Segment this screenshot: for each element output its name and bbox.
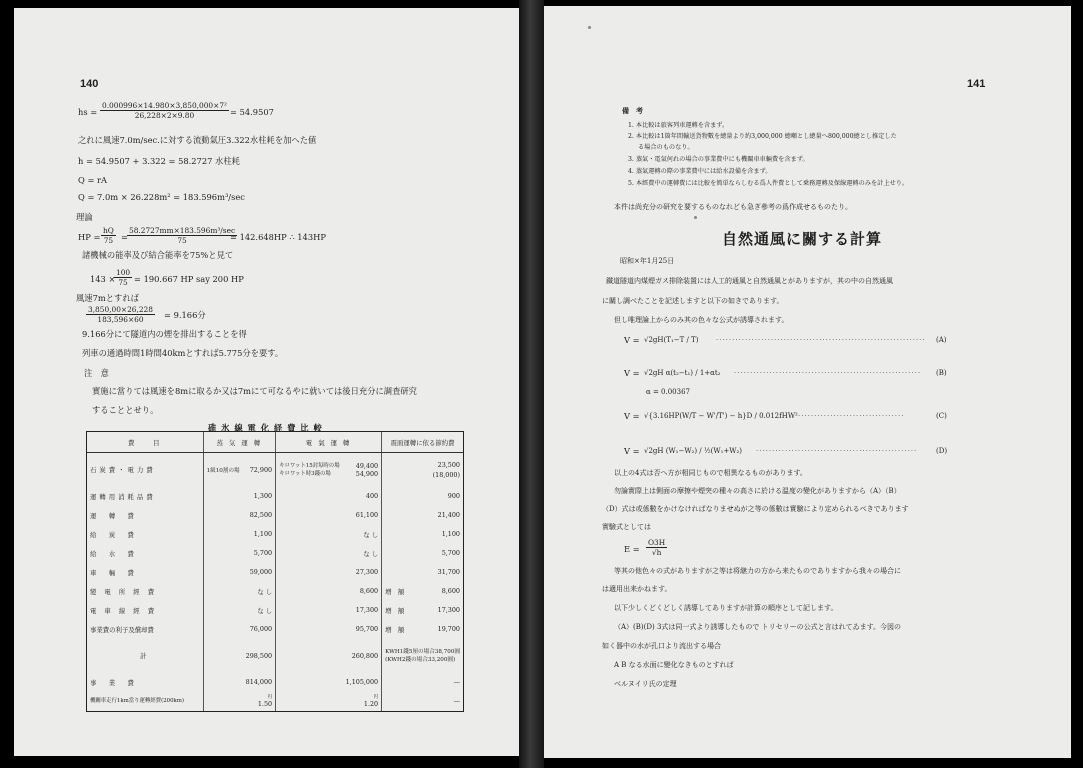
eq-hs-fraction <box>100 101 229 120</box>
note-head: 注 意 <box>84 368 109 378</box>
row-unit: 円 <box>373 695 379 700</box>
row-item: 變 電 所 經 費 <box>90 587 158 596</box>
row-item: 運 轉 費 <box>90 511 137 520</box>
table-row <box>87 673 463 692</box>
para4-line3: 實驗式としては <box>602 523 651 531</box>
row-item: 事 業 費 <box>90 678 137 687</box>
line-motor: 諸機械の能率及び結合能率を75%と見て <box>82 250 234 260</box>
eq-q2: Q = 7.0m × 26.228m² = 183.596m³/sec <box>78 192 245 202</box>
formula-d-dots: ·················································· <box>756 447 918 455</box>
left-page <box>14 8 519 756</box>
eq-hp-n1: hQ <box>103 226 114 235</box>
row-mark: 増 額 <box>382 582 417 601</box>
formula-b-lhs: V = <box>624 368 640 378</box>
formula-a-body: √2gH(T₁−T / T) <box>644 336 699 344</box>
row-elec-note-1: キロワット15封毎時の場 <box>279 462 340 469</box>
eq-hp-lhs: HP = <box>78 232 101 242</box>
row-item: 計 <box>140 652 150 660</box>
eq-hp-d2: 75 <box>177 236 187 245</box>
row-item: 運轉用消耗品費 <box>90 492 156 501</box>
table-row <box>87 506 463 525</box>
row-item: 給 炭 費 <box>90 530 137 539</box>
eq-hp-fraction-1 <box>101 226 116 245</box>
row-save: 8,600 <box>441 587 460 595</box>
row-save: — <box>453 697 460 705</box>
table-row <box>87 639 463 673</box>
table-row <box>87 453 463 487</box>
th-steam: 蒸 気 運 轉 <box>203 432 276 453</box>
eq-hp-d1: 75 <box>103 236 114 245</box>
para7-line2: 如く器中の水が孔口より流出する場合 <box>602 642 721 650</box>
row-steam: な し <box>257 587 273 596</box>
eq-time-result: = 9.166分 <box>164 310 206 320</box>
row-elec-note-2: キロワット時3錢の場 <box>279 470 331 477</box>
formula-e-fraction <box>646 538 667 557</box>
row-save-values <box>417 453 463 487</box>
row-elec: 27,300 <box>355 568 379 576</box>
row-save: 21,400 <box>437 511 460 519</box>
row-steam: 1,300 <box>253 492 273 500</box>
eq-time-fraction <box>86 305 155 324</box>
row-elec: 8,600 <box>359 587 379 595</box>
note-line1: 實施に當りては風速を8mに取るか又は7mにて可なるやに就いては後日充分に調査研究 <box>92 386 417 396</box>
table-row <box>87 544 463 563</box>
row-steam: 82,500 <box>249 511 273 519</box>
table-row <box>87 582 463 601</box>
row-steam: 76,000 <box>249 625 273 633</box>
table-row <box>87 601 463 620</box>
formula-d-body: √2gH (W₁−W₂) / ½(W₁+W₂) <box>644 447 742 455</box>
formula-e-den: √h <box>651 548 662 557</box>
row-steam: 59,000 <box>249 568 273 576</box>
remark-5: 5. 本經費中の運轉費には比較を簡単ならしむる爲人件費として乗務運轉及保線運轉のみを計上せり。 <box>628 180 909 187</box>
formula-b-dots: ·························································· <box>734 369 922 377</box>
row-steam: な し <box>257 606 273 615</box>
row-elec-cell <box>343 692 382 711</box>
table-row <box>87 692 463 711</box>
para5-line1: 等其の他色々の式がありますが之等は将継力の方から来たものでありますから我々の場合に <box>614 567 901 575</box>
para6: 以下少しくどくどしく誘導してありますが計算の順序として記します。 <box>614 604 838 612</box>
cost-comparison-table <box>86 431 464 712</box>
row-save-1: KWH1錢5厘の場合38,700圓 <box>385 648 460 655</box>
table-row <box>87 525 463 544</box>
note-line2: することとせり。 <box>92 405 159 415</box>
formula-a-lhs: V = <box>624 335 640 345</box>
row-elec: 400 <box>365 492 379 500</box>
row-elec: な し <box>363 530 379 539</box>
row-save: 1,100 <box>441 530 460 538</box>
remark-2-cont: る場合のものなり。 <box>638 144 694 151</box>
eq-hs-numerator: 0.000996×14.980×3,850,000×7² <box>102 101 227 110</box>
eq-motor-result: = 190.667 HP say 200 HP <box>134 274 244 284</box>
row-item: 給 水 費 <box>90 549 137 558</box>
row-save: — <box>453 678 460 686</box>
scan-speck <box>694 216 697 219</box>
row-steam: 5,700 <box>253 549 273 557</box>
section-theory: 理論 <box>76 212 93 222</box>
table-title: 碓 氷 線 電 化 経 費 比 較 <box>208 423 323 433</box>
eq-hs-lhs: hs = <box>78 107 98 117</box>
formula-e-lhs: E = <box>624 544 640 554</box>
eq-motor-den: 75 <box>118 278 128 287</box>
table-row <box>87 620 463 639</box>
th-electric: 電 氣 運 轉 <box>276 432 382 453</box>
row-save-values <box>382 639 463 673</box>
row-save: 19,700 <box>437 625 460 633</box>
row-steam: 298,500 <box>245 651 273 660</box>
formula-d-lhs: V = <box>624 446 640 456</box>
para2: 但し唯理論上からのみ其の色々な公式が誘導されます。 <box>614 316 789 324</box>
row-elec: な し <box>363 549 379 558</box>
para4-line2: （D）式は或係數をかけなければなりませぬが之等の係數は實驗により定められるべきであります <box>602 505 909 513</box>
row-save-1: 23,500 <box>437 460 460 469</box>
row-elec-notes <box>276 453 343 487</box>
line-time1: 9.166分にて隧道内の煙を排出することを得 <box>82 329 247 339</box>
formula-b-label: (B) <box>936 369 947 377</box>
formula-d-label: (D) <box>936 447 948 455</box>
page-number-right: 141 <box>967 78 986 90</box>
row-steam: 814,000 <box>245 678 273 686</box>
row-elec-2: 54,900 <box>355 469 379 478</box>
para9: ベルヌイリ氏の定理 <box>614 680 677 688</box>
row-steam-note: 1級10割の場 <box>203 453 243 487</box>
row-elec: 260,800 <box>351 651 379 660</box>
formula-b-body: √2gH α(t₂−t₁) / 1+αt₂ <box>644 369 721 377</box>
eq-motor-fraction <box>114 268 132 287</box>
row-steam: 1,100 <box>253 530 273 538</box>
row-elec-values <box>343 453 382 487</box>
eq-hp-mid: = <box>121 232 128 242</box>
formula-c-body: √{3.16HP(W/T − W'/T') − h}D / 0.012fHW² <box>644 412 798 420</box>
table-row <box>87 563 463 582</box>
scan-speck <box>588 26 591 29</box>
row-elec: 61,100 <box>355 511 379 519</box>
row-save-2: (18,000) <box>432 470 460 479</box>
line-velocity: 之れに風速7.0m/sec.に対する流動氣圧3.322水柱耗を加へた値 <box>78 135 317 145</box>
date-line: 昭和×年1月25日 <box>620 257 675 265</box>
para4-line1: 勿論實際上は側面の摩擦や煙突の種々の高さに於ける温度の變化がありますから（A）（B） <box>614 487 901 495</box>
formula-c-lhs: V = <box>624 411 640 421</box>
row-steam: 1.50 <box>257 700 273 708</box>
row-save-2: (KWH2錢の場合33,200圓) <box>385 656 456 663</box>
row-steam-cell <box>243 692 276 711</box>
section-title: 自然通風に關する計算 <box>722 230 883 248</box>
eq-motor-num: 100 <box>116 268 131 277</box>
eq-hp-result: = 142.648HP ∴ 143HP <box>230 232 326 242</box>
row-elec: 95,700 <box>355 625 379 633</box>
row-elec: 17,300 <box>355 606 379 614</box>
eq-time-den: 183,596×60 <box>97 315 144 324</box>
row-save: 17,300 <box>437 606 460 614</box>
row-item: 事業費の利子及償却費 <box>90 625 154 634</box>
remark-2: 2. 本比較は1箇年間輸送貨物數を總量より約3,000,000 總噸とし總量へ800,000總とし推定した <box>628 133 897 140</box>
row-elec: 1,105,000 <box>345 678 379 686</box>
row-elec-1: 49,400 <box>355 461 379 470</box>
formula-c-dots: ································· <box>798 412 905 420</box>
formula-a-label: (A) <box>936 336 947 344</box>
row-item: 電 車 線 經 費 <box>90 606 158 615</box>
para1-line1: 鐵道隧道内煤煙ガス排除装置には人工的通風と自然通風とがありますが，其の中の自然通風 <box>606 277 893 285</box>
row-item: 車 輛 費 <box>90 568 137 577</box>
eq-hs-result: = 54.9507 <box>230 107 274 117</box>
para5-line2: は適用出来かねます。 <box>602 585 672 593</box>
eq-motor-lhs: 143 × <box>90 274 116 284</box>
eq-q1: Q = rA <box>78 175 107 185</box>
para1-line2: に關し調べたことを記述しますと以下の如きであります。 <box>602 297 784 305</box>
row-mark: 増 額 <box>382 620 417 639</box>
table-row <box>87 487 463 506</box>
eq-hp-fraction-2 <box>127 226 237 245</box>
row-steam: 72,900 <box>249 465 273 474</box>
remark-4: 4. 蒸氣運轉の際の事業費中には給水設備を含まず。 <box>628 168 772 175</box>
eq-hs-denominator: 26,228×2×9.80 <box>134 111 195 120</box>
eq-hp-n2: 58.2727mm×183.596m³/sec <box>129 226 236 235</box>
row-item: 機關車走行1km當り運轉經費(200km) <box>90 697 184 704</box>
row-save: 900 <box>447 492 460 500</box>
th-savings: 震面運轉に依る節約費 <box>382 432 463 453</box>
para8: A B なる水面に變化なきものとすれば <box>614 661 734 669</box>
formula-a-dots: ································································· <box>716 336 926 344</box>
formula-e-num: O3H <box>648 538 666 547</box>
page-number-left: 140 <box>80 78 99 90</box>
row-item: 石炭費・電力費 <box>90 466 156 475</box>
section-wind: 風速7mとすれば <box>76 293 139 303</box>
row-mark: 増 額 <box>382 601 417 620</box>
remarks-head: 備 考 <box>622 106 643 115</box>
remark-3: 3. 蒸氣・電氣何れの場合の事業費中にも機關車車輛費を含まず。 <box>628 156 809 163</box>
eq-time-num: 3,850,00×26,228 <box>88 305 153 314</box>
right-page <box>544 6 1071 758</box>
row-unit: 円 <box>267 695 273 700</box>
line-time2: 列車の通過時間1時間40kmとすれば5.775分を要す。 <box>82 348 284 358</box>
alpha-value: α = 0.00367 <box>646 388 690 396</box>
th-item: 費 目 <box>87 432 203 453</box>
eq-h: h = 54.9507 + 3.322 = 58.2727 水柱耗 <box>78 156 240 166</box>
closing-note: 本件は尚充分の研究を要するものなれども急ぎ參考の爲作成せるものたり。 <box>614 203 852 211</box>
table-header-row <box>87 432 463 453</box>
row-save: 5,700 <box>441 549 460 557</box>
book-gutter <box>519 0 544 768</box>
remark-1: 1. 本比較は旅客列車運轉を含まず。 <box>628 122 729 129</box>
para7-line1: （A）(B)(D) 3式は同一式より誘導したもので トリセリーの公式と言はれてゐます。今図の <box>614 623 902 631</box>
formula-c-label: (C) <box>936 412 947 420</box>
row-save: 31,700 <box>437 568 460 576</box>
para3: 以上の4式は否へ方が相同じもので相異なるものがあります。 <box>614 469 807 477</box>
row-elec: 1.20 <box>363 700 379 708</box>
